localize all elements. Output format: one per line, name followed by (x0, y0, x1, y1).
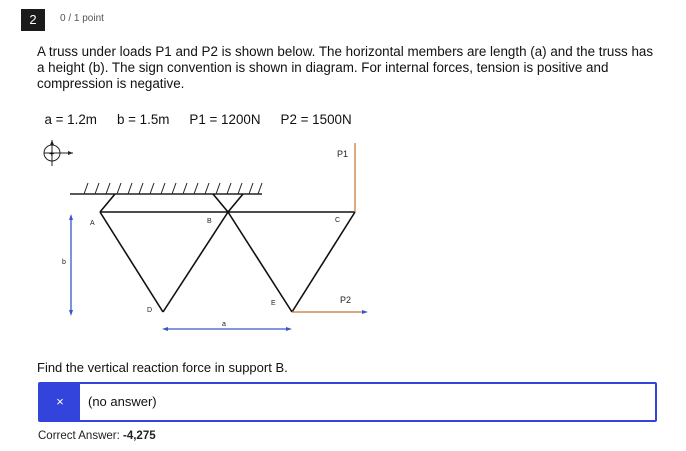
correct-answer (38, 430, 156, 442)
sign-convention-icon (44, 140, 73, 166)
label-b-joint: B (207, 218, 212, 225)
label-dim-b: b (62, 259, 66, 266)
member-support-a (100, 194, 115, 212)
param-p1: P1 = 1200N (189, 112, 261, 127)
member-db (163, 212, 228, 312)
label-p2: P2 (340, 295, 352, 305)
question-text: A truss under loads P1 and P2 is shown below. The horizontal members are length (a) and the truss has a height (b). The sign convention is shown in diagram. For internal forces, tension is positive and compression is negative. (37, 44, 654, 91)
param-p2: P2 = 1500N (280, 112, 352, 127)
member-be (228, 212, 292, 312)
sign-plus: + (49, 149, 55, 159)
incorrect-icon: × (40, 384, 80, 420)
support-hatch (70, 183, 262, 194)
label-p1: P1 (337, 149, 349, 159)
answer-value: (no answer) (88, 394, 157, 409)
load-p2 (292, 310, 368, 314)
points-label: 0 / 1 point (60, 13, 104, 24)
label-c-joint: C (335, 217, 341, 224)
answer-field[interactable] (38, 382, 657, 422)
correct-answer-label: Correct Answer: (38, 430, 120, 442)
dimension-a (162, 327, 292, 331)
label-a-joint: A (90, 220, 95, 227)
param-b: b = 1.5m (116, 112, 170, 127)
correct-answer-value: -4,275 (123, 430, 156, 442)
question-number: 2 (21, 9, 45, 31)
label-e-joint: E (271, 300, 276, 307)
member-support-b1 (213, 194, 228, 212)
label-dim-a: a (222, 321, 226, 328)
question-prompt: Find the vertical reaction force in support B. (37, 360, 288, 375)
label-d-joint: D (147, 307, 153, 314)
param-a: a = 1.2m (44, 112, 97, 127)
member-ad (100, 212, 163, 312)
truss-members (100, 194, 355, 312)
dimension-b (69, 214, 73, 316)
member-support-b2 (228, 194, 243, 212)
